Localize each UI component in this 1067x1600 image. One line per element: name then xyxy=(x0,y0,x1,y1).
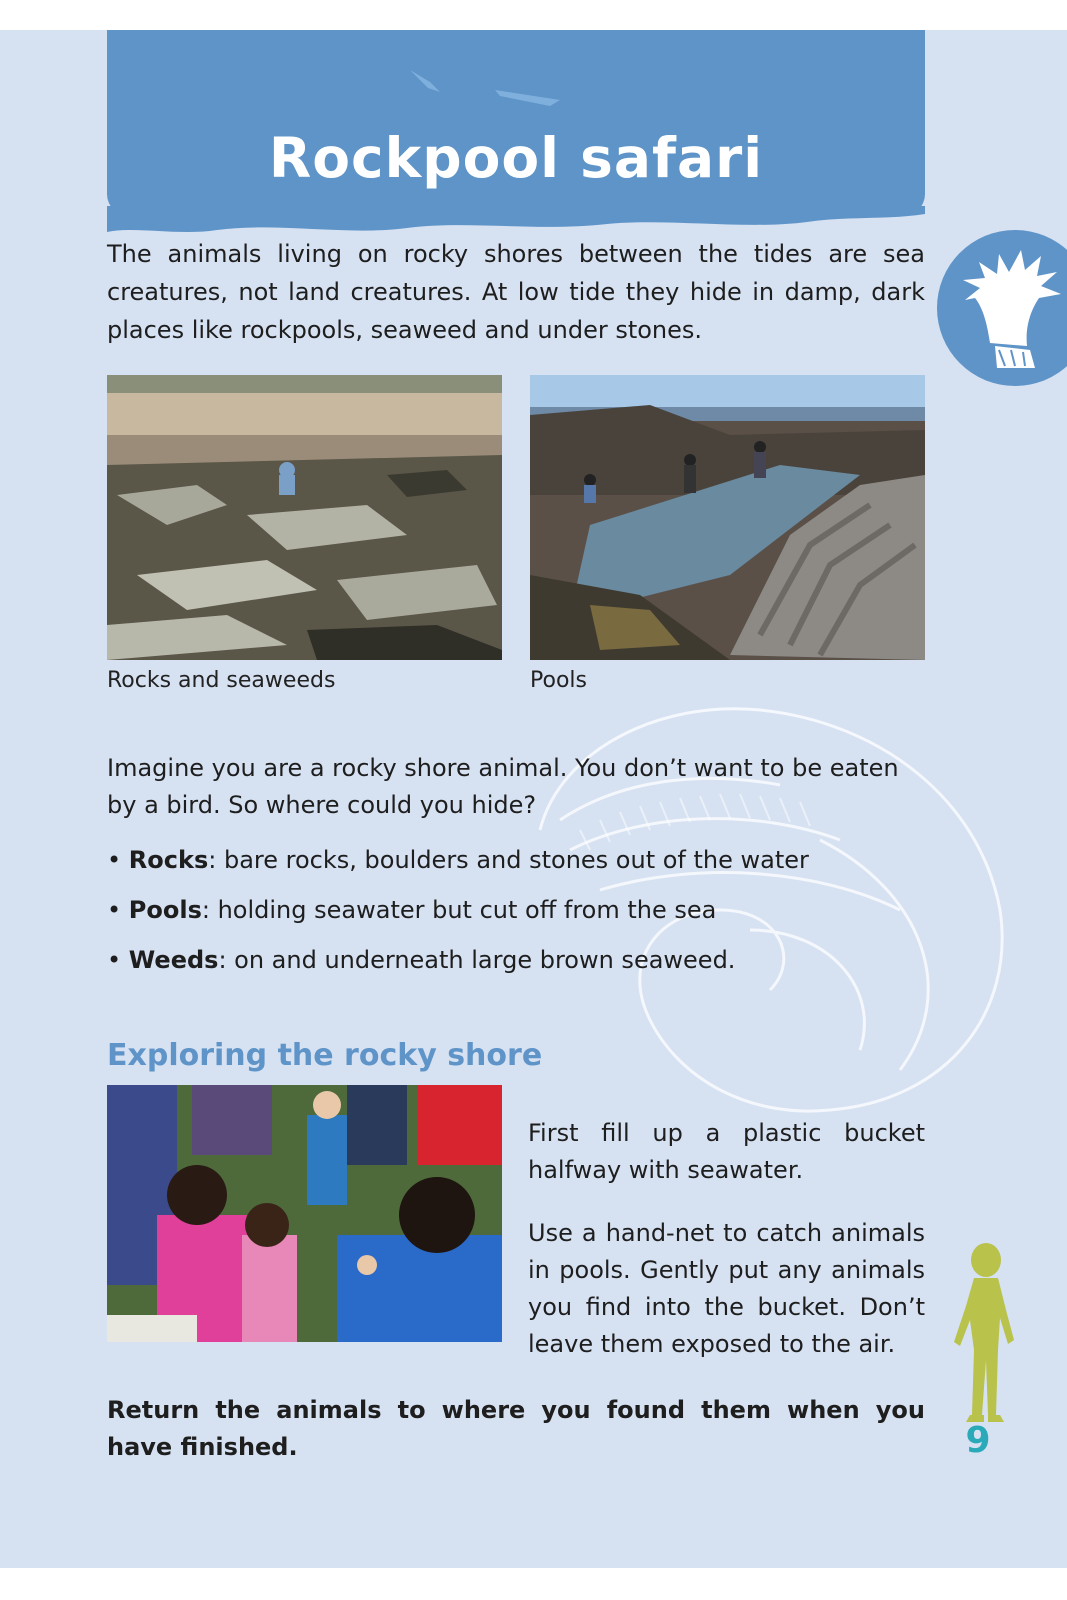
instruction-paragraph: Use a hand-net to catch animals in pools. Gently put any animals you find into the bucket. Don’t leave them exposed to the air. xyxy=(528,1219,925,1358)
page-title: Rockpool safari xyxy=(268,126,764,190)
bullet-text: : bare rocks, boulders and stones out of the water xyxy=(208,846,809,874)
banner-splash-marks xyxy=(400,60,570,120)
photo-children-exploring xyxy=(107,1085,502,1342)
photo-pools xyxy=(530,375,925,660)
section-heading: Exploring the rocky shore xyxy=(107,1038,543,1073)
bullet-text: : on and underneath large brown seaweed. xyxy=(218,946,736,974)
bullet-term: Rocks xyxy=(128,846,209,874)
question-paragraph: Imagine you are a rocky shore animal. You don’t want to be eaten by a bird. So where could you hide? xyxy=(107,754,899,819)
list-item: • Rocks: bare rocks, boulders and stones out of the water xyxy=(107,846,809,874)
instructions-text xyxy=(528,1115,925,1389)
photo-caption: Rocks and seaweeds xyxy=(107,668,336,693)
bullet-term: Weeds xyxy=(128,946,219,974)
page xyxy=(0,30,1067,1568)
instruction-paragraph: First fill up a plastic bucket halfway with seawater. xyxy=(528,1119,925,1184)
child-silhouette-icon xyxy=(948,1240,1020,1425)
sea-anemone-icon xyxy=(935,228,1067,388)
list-item: • Weeds: on and underneath large brown seaweed. xyxy=(107,946,736,974)
list-item: • Pools: holding seawater but cut off from the sea xyxy=(107,896,717,924)
bullet-term: Pools xyxy=(128,896,202,924)
photo-rocks-seaweeds xyxy=(107,375,502,660)
hiding-places-list xyxy=(107,835,925,985)
intro-paragraph: The animals living on rocky shores between the tides are sea creatures, not land creatures. At low tide they hide in damp, dark places like rockpools, seaweed and under stones. xyxy=(107,240,925,344)
final-note: Return the animals to where you found them when you have finished. xyxy=(107,1396,925,1461)
page-number: 9 xyxy=(965,1420,991,1461)
bullet-text: : holding seawater but cut off from the sea xyxy=(201,896,717,924)
photo-caption: Pools xyxy=(530,668,587,693)
